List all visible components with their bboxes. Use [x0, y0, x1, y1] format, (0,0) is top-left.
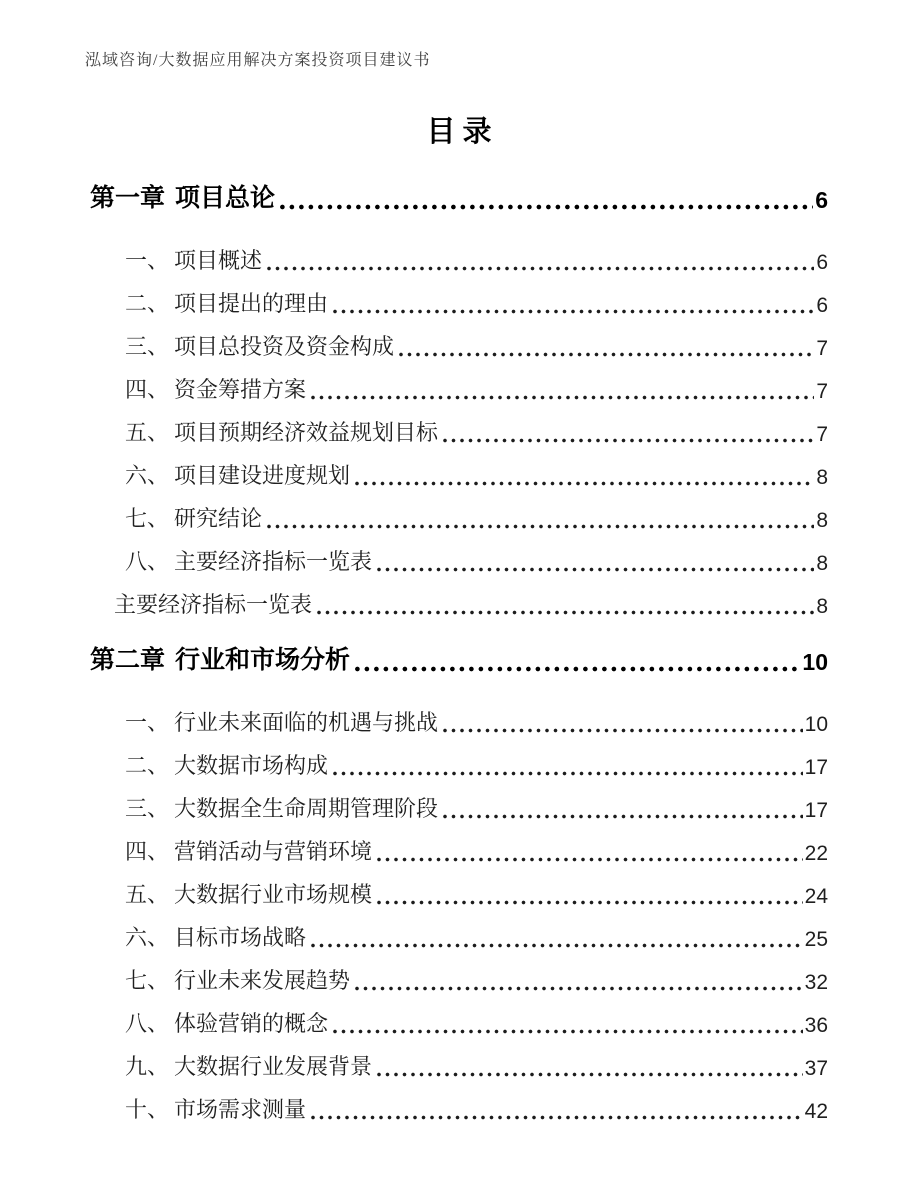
entry-number: 第二章 [90, 647, 166, 674]
entry-label: 项目总投资及资金构成 [174, 334, 395, 359]
entry-number: 二、 [125, 753, 170, 778]
toc-item-entry[interactable] [125, 869, 828, 912]
toc-chapter-items [90, 235, 828, 622]
entry-number: 五、 [125, 882, 170, 907]
toc-item-entry[interactable] [125, 235, 828, 278]
toc-item-entry[interactable] [125, 493, 828, 536]
entry-label: 体验营销的概念 [174, 1011, 329, 1036]
toc-chapter-entry[interactable] [90, 640, 828, 677]
entry-page-number: 17 [804, 756, 828, 779]
entry-label: 大数据市场构成 [174, 753, 329, 778]
entry-label: 行业未来面临的机遇与挑战 [174, 710, 439, 735]
dotted-leader [267, 266, 814, 271]
dotted-leader [443, 438, 814, 443]
toc-item-entry[interactable] [125, 321, 828, 364]
entry-page-number: 22 [804, 842, 828, 865]
toc-item-entry[interactable] [125, 450, 828, 493]
entry-page-number: 10 [804, 713, 828, 736]
toc-item-entry[interactable] [125, 998, 828, 1041]
entry-label: 资金筹措方案 [174, 377, 307, 402]
toc-item-entry[interactable] [125, 912, 828, 955]
table-of-contents [90, 178, 828, 1127]
entry-number: 六、 [125, 463, 170, 488]
dotted-leader [333, 1029, 803, 1034]
dotted-leader [333, 771, 803, 776]
entry-number: 第一章 [90, 185, 166, 212]
toc-item-entry[interactable] [125, 536, 828, 579]
entry-page-number: 42 [804, 1100, 828, 1123]
entry-label: 主要经济指标一览表 [114, 592, 313, 617]
entry-number: 七、 [125, 968, 170, 993]
entry-page-number: 8 [816, 509, 828, 532]
entry-number: 四、 [125, 839, 170, 864]
entry-label: 行业和市场分析 [175, 647, 351, 674]
dotted-leader [399, 352, 814, 357]
entry-page-number: 8 [816, 552, 828, 575]
entry-page-number: 25 [804, 928, 828, 951]
dotted-leader [377, 567, 814, 572]
entry-label: 主要经济指标一览表 [174, 549, 373, 574]
entry-label: 目标市场战略 [174, 925, 307, 950]
dotted-leader [377, 900, 803, 905]
entry-number: 四、 [125, 377, 170, 402]
entry-label: 研究结论 [174, 506, 263, 531]
toc-chapter-section [90, 178, 828, 622]
entry-label: 营销活动与营销环境 [174, 839, 373, 864]
entry-number: 九、 [125, 1054, 170, 1079]
page-title: 目录 [426, 116, 499, 148]
dotted-leader [355, 481, 814, 486]
toc-item-entry[interactable] [125, 697, 828, 740]
toc-item-entry[interactable] [125, 1084, 828, 1127]
toc-item-entry[interactable] [125, 740, 828, 783]
entry-number: 六、 [125, 925, 170, 950]
toc-item-entry[interactable] [125, 407, 828, 450]
toc-item-entry[interactable] [125, 278, 828, 321]
entry-number: 五、 [125, 420, 170, 445]
entry-number: 二、 [125, 291, 170, 316]
entry-number: 三、 [125, 796, 170, 821]
dotted-leader [443, 728, 803, 733]
dotted-leader [443, 814, 803, 819]
entry-page-number: 32 [804, 971, 828, 994]
entry-label: 项目预期经济效益规划目标 [174, 420, 439, 445]
entry-label: 项目总论 [175, 185, 276, 212]
toc-item-entry[interactable] [125, 364, 828, 407]
dotted-leader [267, 524, 814, 529]
entry-label: 大数据行业发展背景 [174, 1054, 373, 1079]
dotted-leader [311, 395, 814, 400]
dotted-leader [317, 610, 814, 615]
dotted-leader [355, 986, 803, 991]
entry-number: 一、 [125, 710, 170, 735]
dotted-leader [311, 943, 803, 948]
entry-label: 市场需求测量 [174, 1097, 307, 1122]
toc-chapter-items [90, 697, 828, 1127]
document-header: 泓域咨询/大数据应用解决方案投资项目建议书 [85, 52, 431, 69]
dotted-leader [377, 857, 803, 862]
dotted-leader [333, 309, 814, 314]
toc-item-entry[interactable] [125, 826, 828, 869]
toc-item-entry[interactable] [125, 783, 828, 826]
dotted-leader [280, 204, 813, 210]
entry-label: 项目提出的理由 [174, 291, 329, 316]
entry-label: 大数据全生命周期管理阶段 [174, 796, 439, 821]
dotted-leader [311, 1115, 803, 1120]
entry-label: 行业未来发展趋势 [174, 968, 351, 993]
dotted-leader [377, 1072, 803, 1077]
entry-page-number: 10 [802, 649, 828, 675]
entry-number: 七、 [125, 506, 170, 531]
entry-number: 十、 [125, 1097, 170, 1122]
entry-label: 项目建设进度规划 [174, 463, 351, 488]
entry-label: 项目概述 [174, 248, 263, 273]
entry-page-number: 7 [816, 337, 828, 360]
entry-number: 一、 [125, 248, 170, 273]
toc-chapter-entry[interactable] [90, 178, 828, 215]
dotted-leader [355, 666, 800, 672]
entry-page-number: 7 [816, 380, 828, 403]
toc-item-entry[interactable] [125, 955, 828, 998]
entry-page-number: 6 [816, 251, 828, 274]
entry-number: 八、 [125, 1011, 170, 1036]
entry-page-number: 8 [816, 466, 828, 489]
entry-page-number: 37 [804, 1057, 828, 1080]
entry-number: 八、 [125, 549, 170, 574]
entry-page-number: 24 [804, 885, 828, 908]
entry-number: 三、 [125, 334, 170, 359]
entry-page-number: 8 [816, 595, 828, 618]
toc-chapter-section [90, 640, 828, 1127]
entry-page-number: 6 [816, 294, 828, 317]
entry-label: 大数据行业市场规模 [174, 882, 373, 907]
toc-item-entry[interactable] [125, 1041, 828, 1084]
entry-page-number: 7 [816, 423, 828, 446]
entry-page-number: 36 [804, 1014, 828, 1037]
entry-page-number: 17 [804, 799, 828, 822]
toc-item-entry[interactable] [114, 579, 828, 622]
entry-page-number: 6 [815, 187, 828, 213]
